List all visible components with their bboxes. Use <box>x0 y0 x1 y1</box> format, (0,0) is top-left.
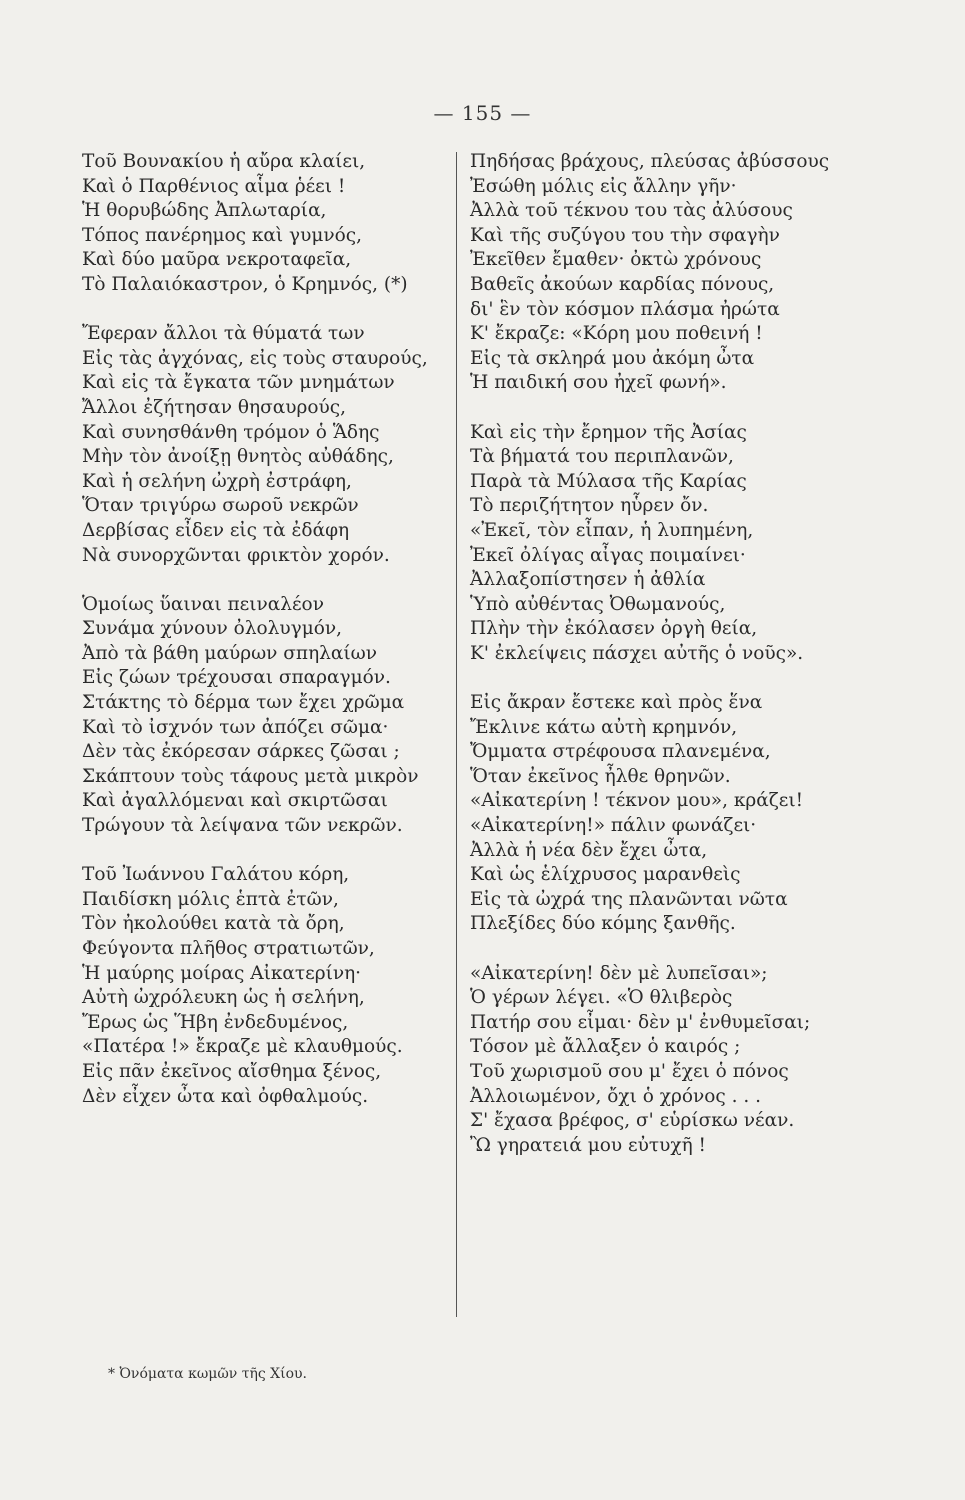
page-number: — 155 — <box>433 101 532 125</box>
verse-line: Καὶ εἰς τὴν ἔρημον τῆς Ἀσίας <box>470 421 747 443</box>
verse-line: δι' ἓν τὸν κόσμον πλάσμα ἠρώτα <box>470 298 780 320</box>
stanza <box>82 863 452 1109</box>
verse-line: Ἔφεραν ἄλλοι τὰ θύματά των <box>82 323 365 345</box>
verse-line: Ἔκλινε κάτω αὐτὴ κρημνόν, <box>470 716 738 738</box>
verse-line: Ἡ θορυβώδης Ἀπλωταρία, <box>82 200 327 222</box>
verse-line: Ἀπὸ τὰ βάθη μαύρων σπηλαίων <box>82 642 377 664</box>
footnote: * Ὀνόματα κωμῶν τῆς Χίου. <box>108 1366 307 1382</box>
verse-line: Ἀλλὰ ἡ νέα δὲν ἔχει ὦτα, <box>470 839 708 861</box>
verse-line: Εἰς ζώων τρέχουσαι σπαραγμόν. <box>82 667 391 689</box>
verse-line: Συνάμα χύνουν ὀλολυγμόν, <box>82 618 342 640</box>
verse-line: Δὲν εἶχεν ὦτα καὶ ὀφθαλμούς. <box>82 1085 369 1107</box>
verse-line: Τοῦ Ἰωάννου Γαλάτου κόρη, <box>82 864 350 886</box>
verse-line: Ἄλλοι ἐζήτησαν θησαυρούς, <box>82 396 346 418</box>
left-column <box>82 150 452 1109</box>
verse-line: Καὶ ἡ σελήνη ὠχρὴ ἐστράφη, <box>82 470 352 492</box>
verse-line: Δὲν τὰς ἐκόρεσαν σάρκες ζῶσαι ; <box>82 741 400 763</box>
verse-line: Τὸ περιζήτητον ηὗρεν ὄν. <box>470 495 709 517</box>
verse-line: Καὶ τῆς συζύγου του τὴν σφαγὴν <box>470 224 780 246</box>
verse-line: Μὴν τὸν ἀνοίξῃ θνητὸς αὐθάδης, <box>82 446 394 468</box>
verse-line: Καὶ ὁ Παρθένιος αἷμα ῥέει ! <box>82 175 346 197</box>
verse-line: Καὶ ἀγαλλόμεναι καὶ σκιρτῶσαι <box>82 790 388 812</box>
verse-line: Νὰ συνορχῶνται φρικτὸν χορόν. <box>82 544 390 566</box>
verse-line: Παρὰ τὰ Μύλασα τῆς Καρίας <box>470 470 747 492</box>
verse-line: Ἔρως ὡς Ἥβη ἐνδεδυμένος, <box>82 1011 349 1033</box>
stanza <box>82 593 452 839</box>
verse-line: Καὶ ὡς ἑλίχρυσος μαρανθεὶς <box>470 864 741 886</box>
verse-line: Καὶ συνησθάνθη τρόμον ὁ Ἅδης <box>82 421 380 443</box>
verse-line: Πατήρ σου εἶμαι· δὲν μ' ἐνθυμεῖσαι; <box>470 1011 811 1033</box>
verse-line: Τὸν ἠκολούθει κατὰ τὰ ὄρη, <box>82 913 345 935</box>
verse-line: Ὅταν τριγύρω σωροῦ νεκρῶν <box>82 495 359 517</box>
verse-line: Τὰ βήματά του περιπλανῶν, <box>470 446 734 468</box>
verse-line: «Αἰκατερίνη ! τέκνον μου», κράζει! <box>470 790 804 812</box>
stanza <box>82 322 452 568</box>
verse-line: Ὅταν ἐκεῖνος ἦλθε θρηνῶν. <box>470 765 731 787</box>
stanza <box>470 150 850 396</box>
verse-line: Πηδήσας βράχους, πλεύσας ἀβύσσους <box>470 151 830 172</box>
verse-line: Καὶ δύο μαῦρα νεκροταφεῖα, <box>82 249 352 271</box>
stanza <box>470 421 850 667</box>
verse-line: Πλεξίδες δύο κόμης ξανθῆς. <box>470 913 736 935</box>
verse-line: Ἐκεῖ ὀλίγας αἶγας ποιμαίνει· <box>470 544 746 566</box>
verse-line: Τόσον μὲ ἄλλαξεν ὁ καιρός ; <box>470 1036 741 1058</box>
verse-line: Ἀλλαξοπίστησεν ἡ ἀθλία <box>470 569 706 591</box>
verse-line: Πλὴν τὴν ἐκόλασεν ὀργὴ θεία, <box>470 618 758 640</box>
verse-line: «Αἰκατερίνη!» πάλιν φωνάζει· <box>470 815 757 837</box>
verse-line: Καὶ εἰς τὰ ἔγκατα τῶν μνημάτων <box>82 372 395 394</box>
verse-line: Παιδίσκη μόλις ἑπτὰ ἐτῶν, <box>82 888 339 910</box>
verse-line: Στάκτης τὸ δέρμα των ἔχει χρῶμα <box>82 692 405 714</box>
stanza <box>82 150 452 298</box>
verse-line: Ἡ μαύρης μοίρας Αἰκατερίνη· <box>82 962 362 984</box>
verse-line: Εἰς τὰ ὠχρά της πλανῶνται νῶτα <box>470 888 788 910</box>
verse-line: «Αἰκατερίνη! δὲν μὲ λυπεῖσαι»; <box>470 962 768 984</box>
verse-line: Ἡ παιδική σου ἠχεῖ φωνή». <box>470 372 727 394</box>
verse-line: Αὐτὴ ὠχρόλευκη ὡς ἡ σελήνη, <box>82 987 365 1009</box>
verse-line: Κ' ἐκλείψεις πάσχει αὐτῆς ὁ νοῦς». <box>470 642 804 664</box>
verse-line: Τοῦ χωρισμοῦ σου μ' ἔχει ὁ πόνος <box>470 1060 789 1082</box>
verse-line: Φεύγοντα πλῆθος στρατιωτῶν, <box>82 938 375 959</box>
verse-line: «Πατέρα !» ἔκραζε μὲ κλαυθμούς. <box>82 1036 403 1058</box>
verse-line: Καὶ τὸ ἰσχνόν των ἀπόζει σῶμα· <box>82 716 389 738</box>
verse-line: Δερβίσας εἶδεν εἰς τὰ ἐδάφη <box>82 519 350 541</box>
right-column <box>470 150 850 1158</box>
verse-line: Τὸ Παλαιόκαστρον, ὁ Κρημνός, (*) <box>82 273 408 295</box>
verse-line: «Ἐκεῖ, τὸν εἶπαν, ἡ λυπημένη, <box>470 519 754 541</box>
verse-line: Τρώγουν τὰ λείψανα τῶν νεκρῶν. <box>82 815 403 837</box>
verse-line: Τόπος πανέρημος καὶ γυμνός, <box>82 224 363 246</box>
verse-line: Κ' ἔκραζε: «Κόρη μου ποθεινή ! <box>470 323 763 345</box>
column-divider <box>456 152 457 1317</box>
verse-line: Εἰς τὰ σκληρά μου ἀκόμη ὦτα <box>470 347 755 369</box>
verse-line: Τοῦ Βουνακίου ἡ αὔρα κλαίει, <box>82 151 366 172</box>
verse-line: Ὁμοίως ὕαιναι πειναλέον <box>82 593 324 615</box>
stanza <box>470 962 850 1159</box>
verse-line: Εἰς πᾶν ἐκεῖνος αἴσθημα ξένος, <box>82 1060 382 1082</box>
verse-line: Ὄμματα στρέφουσα πλανεμένα, <box>470 741 771 763</box>
verse-line: Βαθεῖς ἀκούων καρδίας πόνους, <box>470 273 775 295</box>
verse-line: Εἰς ἄκραν ἔστεκε καὶ πρὸς ἕνα <box>470 692 763 714</box>
verse-line: Ἐσώθη μόλις εἰς ἄλλην γῆν· <box>470 175 737 197</box>
verse-line: Εἰς τὰς ἀγχόνας, εἰς τοὺς σταυρούς, <box>82 347 428 369</box>
verse-line: Ὁ γέρων λέγει. «Ὁ θλιβερὸς <box>470 987 733 1009</box>
verse-line: Ἐκεῖθεν ἔμαθεν· ὀκτὼ χρόνους <box>470 249 762 271</box>
verse-line: Ἀλλὰ τοῦ τέκνου του τὰς ἀλύσους <box>470 200 793 222</box>
verse-line: Ὢ γηρατειά μου εὐτυχῆ ! <box>470 1134 706 1156</box>
verse-line: Ἀλλοιωμένον, ὄχι ὁ χρόνος . . . <box>470 1085 762 1107</box>
verse-line: Σκάπτουν τοὺς τάφους μετὰ μικρὸν <box>82 765 419 787</box>
verse-line: Ὑπὸ αὐθέντας Ὀθωμανούς, <box>470 593 726 615</box>
verse-line: Σ' ἔχασα βρέφος, σ' εὑρίσκω νέαν. <box>470 1110 795 1132</box>
stanza <box>470 691 850 937</box>
